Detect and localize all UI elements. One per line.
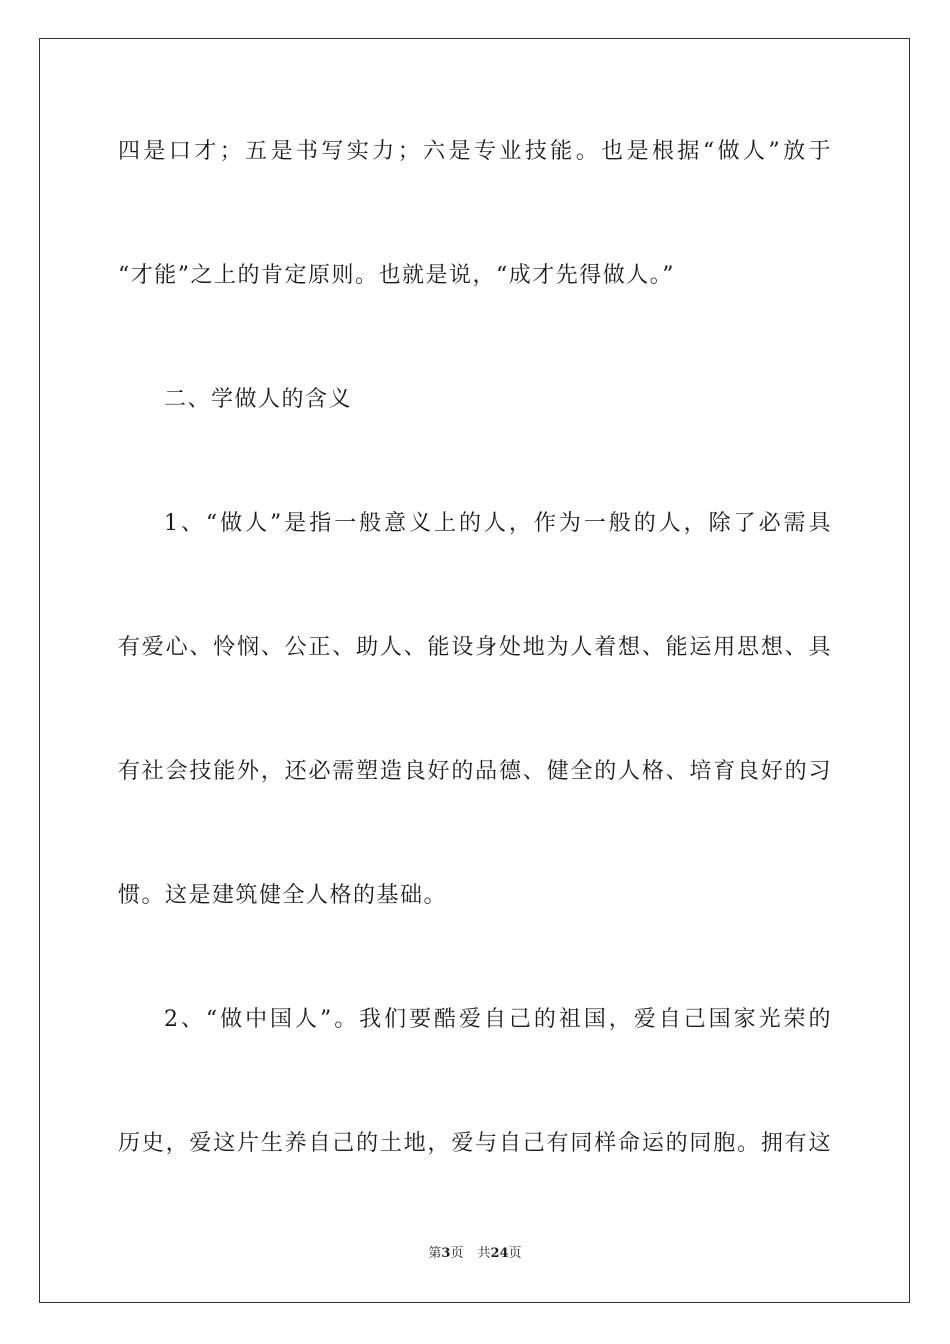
section-heading: 二、学做人的含义 <box>164 387 353 412</box>
page-suffix: 页 <box>450 1246 464 1261</box>
paragraph-line-4: 1、“做人”是指一般意义上的人，作为一般的人，除了必需具 <box>164 511 832 536</box>
paragraph-line-8: 2、“做中国人”。我们要酷爱自己的祖国，爱自己国家光荣的 <box>164 1007 832 1032</box>
paragraph-line-1: 四是口才；五是书写实力；六是专业技能。也是根据“做人”放于 <box>118 139 832 164</box>
paragraph-line-6: 有社会技能外，还必需塑造良好的品德、健全的人格、培育良好的习 <box>118 759 832 784</box>
page-border <box>39 38 910 1303</box>
page-number: 3 <box>441 1246 451 1261</box>
paragraph-line-2: “才能”之上的肯定原则。也就是说，“成才先得做人。” <box>118 263 675 288</box>
page-prefix: 第 <box>428 1246 442 1261</box>
paragraph-line-7: 惯。这是建筑健全人格的基础。 <box>118 883 448 908</box>
total-suffix: 页 <box>508 1246 522 1261</box>
paragraph-line-5: 有爱心、怜悯、公正、助人、能设身处地为人着想、能运用思想、具 <box>118 635 832 660</box>
total-prefix: 共 <box>477 1246 491 1261</box>
paragraph-line-9: 历史，爱这片生养自己的土地，爱与自己有同样命运的同胞。拥有这 <box>118 1131 832 1156</box>
page-footer <box>0 1245 950 1263</box>
total-pages: 24 <box>490 1246 509 1261</box>
